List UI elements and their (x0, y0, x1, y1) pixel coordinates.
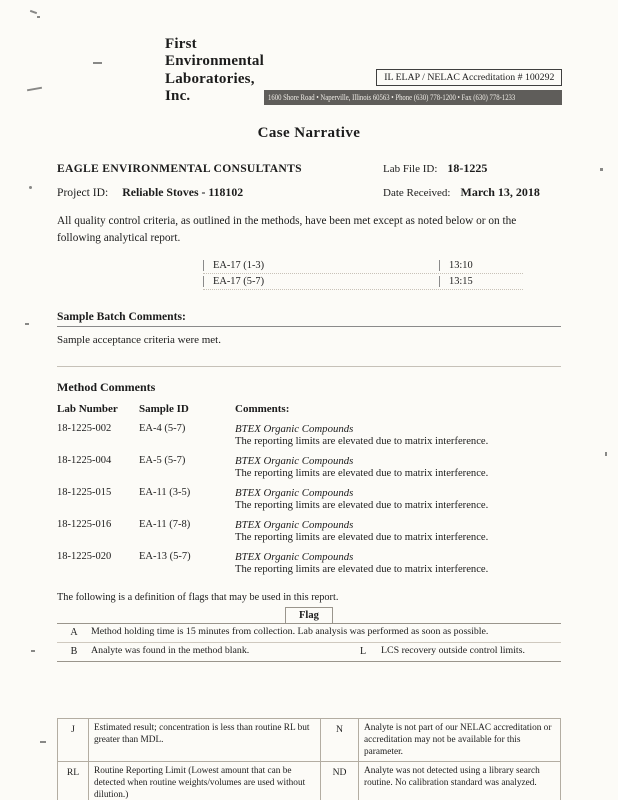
flag-code: J (71, 723, 75, 735)
flag-row (58, 761, 560, 800)
comment (235, 551, 561, 575)
lab-file-id-label: Lab File ID: (383, 163, 438, 175)
document-content (57, 0, 561, 800)
method-comment-row (57, 519, 561, 543)
lab-file-id-value: 18-1225 (447, 161, 488, 175)
company-name-line: Laboratories, Inc. (165, 70, 255, 104)
method-comments-heading: Method Comments (57, 379, 156, 394)
comment (235, 519, 561, 543)
lab-number: 18-1225-015 (57, 486, 112, 498)
flag-definition: Method holding time is 15 minutes from collection. Lab analysis was performed as soon as possible. (91, 626, 489, 638)
comment-text: The reporting limits are elevated due to matrix interference. (235, 499, 489, 511)
flag-definition: Analyte was found in the method blank. (91, 645, 250, 657)
flag-table-header (57, 607, 561, 624)
comment-analysis: BTEX Organic Compounds (235, 454, 354, 467)
comment-analysis: BTEX Organic Compounds (235, 550, 354, 563)
flag-code: A (70, 627, 78, 639)
letterhead (57, 36, 561, 105)
sample-id: EA-13 (5-7) (139, 550, 191, 562)
scan-artifact (40, 741, 46, 743)
col-header-comments: Comments: (235, 402, 290, 415)
scan-artifact (600, 168, 603, 171)
comment (235, 487, 561, 511)
address-band (264, 90, 562, 105)
lab-number: 18-1225-016 (57, 518, 112, 530)
sample-time-row (203, 274, 523, 290)
method-comment-row (57, 551, 561, 575)
flag-definition: LCS recovery outside control limits. (381, 645, 525, 657)
sample-time: 13:10 (439, 260, 473, 271)
sample-time-row (203, 258, 523, 274)
info-row (57, 183, 561, 201)
date-received-label: Date Received: (383, 187, 451, 199)
scan-artifact (30, 10, 37, 14)
comment-text: The reporting limits are elevated due to matrix interference. (235, 563, 489, 575)
flag-row (57, 643, 561, 661)
flag-row (58, 719, 560, 761)
info-row (57, 159, 561, 177)
comment (235, 423, 561, 447)
comment (235, 455, 561, 479)
col-header-sample-id: Sample ID (139, 402, 189, 415)
method-comment-row (57, 455, 561, 479)
lab-number: 18-1225-020 (57, 550, 112, 562)
sample-id: EA-17 (5-7) (203, 276, 439, 287)
project-id (57, 183, 243, 201)
scan-artifact (27, 87, 42, 92)
sample-batch-comments-section (57, 310, 561, 327)
scan-artifact (29, 186, 32, 189)
flag-table-bottom (57, 718, 561, 800)
report-info (57, 159, 561, 201)
flag-definition: Estimated result; concentration is less than routine RL but greater than MDL. (88, 719, 320, 761)
method-comment-row (57, 487, 561, 511)
flag-table-top (57, 607, 561, 662)
flag-row (57, 624, 561, 643)
flag-definition: Routine Reporting Limit (Lowest amount that can be detected when routine weights/volumes are used without dilution.) (88, 762, 320, 800)
flags-intro: The following is a definition of flags that may be used in this report. (57, 591, 339, 603)
letterhead-right (264, 36, 562, 105)
sample-id: EA-11 (3-5) (139, 486, 191, 498)
flag-definition: Analyte is not part of our NELAC accreditation or accreditation may not be available for this parameter. (358, 719, 560, 761)
sample-id: EA-17 (1-3) (203, 260, 439, 271)
sample-time-list (203, 258, 523, 290)
company-name-line: Environmental (165, 53, 265, 70)
comment-text: The reporting limits are elevated due to matrix interference. (235, 531, 489, 543)
accreditation-box: IL ELAP / NELAC Accreditation # 100292 (376, 69, 562, 86)
lab-number: 18-1225-004 (57, 454, 112, 466)
scan-artifact (25, 323, 29, 325)
date-received (383, 183, 561, 201)
sample-id: EA-4 (5-7) (139, 422, 186, 434)
qc-statement: All quality control criteria, as outlined in the methods, have been met except as noted below or on the following analytical report. (57, 215, 517, 244)
comment-analysis: BTEX Organic Compounds (235, 486, 354, 499)
comment-text: The reporting limits are elevated due to matrix interference. (235, 467, 489, 479)
sample-id: EA-5 (5-7) (139, 454, 186, 466)
divider-line (57, 366, 561, 367)
comment-analysis: BTEX Organic Compounds (235, 518, 354, 531)
sample-time: 13:15 (439, 276, 473, 287)
comment-analysis: BTEX Organic Compounds (235, 422, 354, 435)
comment-text: The reporting limits are elevated due to matrix interference. (235, 435, 489, 447)
flag-code: N (320, 719, 358, 761)
sample-id: EA-11 (7-8) (139, 518, 191, 530)
flag-code: L (359, 646, 367, 658)
address-text: 1600 Shore Road • Naperville, Illinois 60563 • Phone (630) 778-1200 • Fax (630) 778-1233 (268, 93, 516, 102)
sample-batch-comments-heading: Sample Batch Comments: (57, 309, 186, 323)
project-id-label: Project ID: (57, 186, 109, 199)
flag-code: RL (66, 767, 80, 779)
scan-artifact (31, 650, 35, 652)
company-name-line: First (165, 36, 197, 52)
col-header-lab-number: Lab Number (57, 402, 118, 415)
client-name: EAGLE ENVIRONMENTAL CONSULTANTS (57, 162, 302, 175)
flag-column-header: Flag (285, 607, 333, 624)
scan-artifact (605, 452, 607, 456)
method-comment-row (57, 423, 561, 447)
page-title: Case Narrative (257, 125, 361, 141)
flag-definition: Analyte was not detected using a library search routine. No calibration standard was analyzed. (358, 762, 560, 800)
date-received-value: March 13, 2018 (460, 185, 540, 199)
scan-artifact (37, 16, 40, 18)
method-comments-header-row (57, 403, 561, 415)
sample-batch-comments-text: Sample acceptance criteria were met. (57, 333, 221, 346)
lab-file-id (383, 159, 561, 177)
company-name (165, 36, 264, 105)
flag-code: B (70, 646, 78, 658)
lab-number: 18-1225-002 (57, 422, 112, 434)
flag-code: ND (320, 762, 358, 800)
project-id-value: Reliable Stoves - 118102 (122, 185, 244, 199)
